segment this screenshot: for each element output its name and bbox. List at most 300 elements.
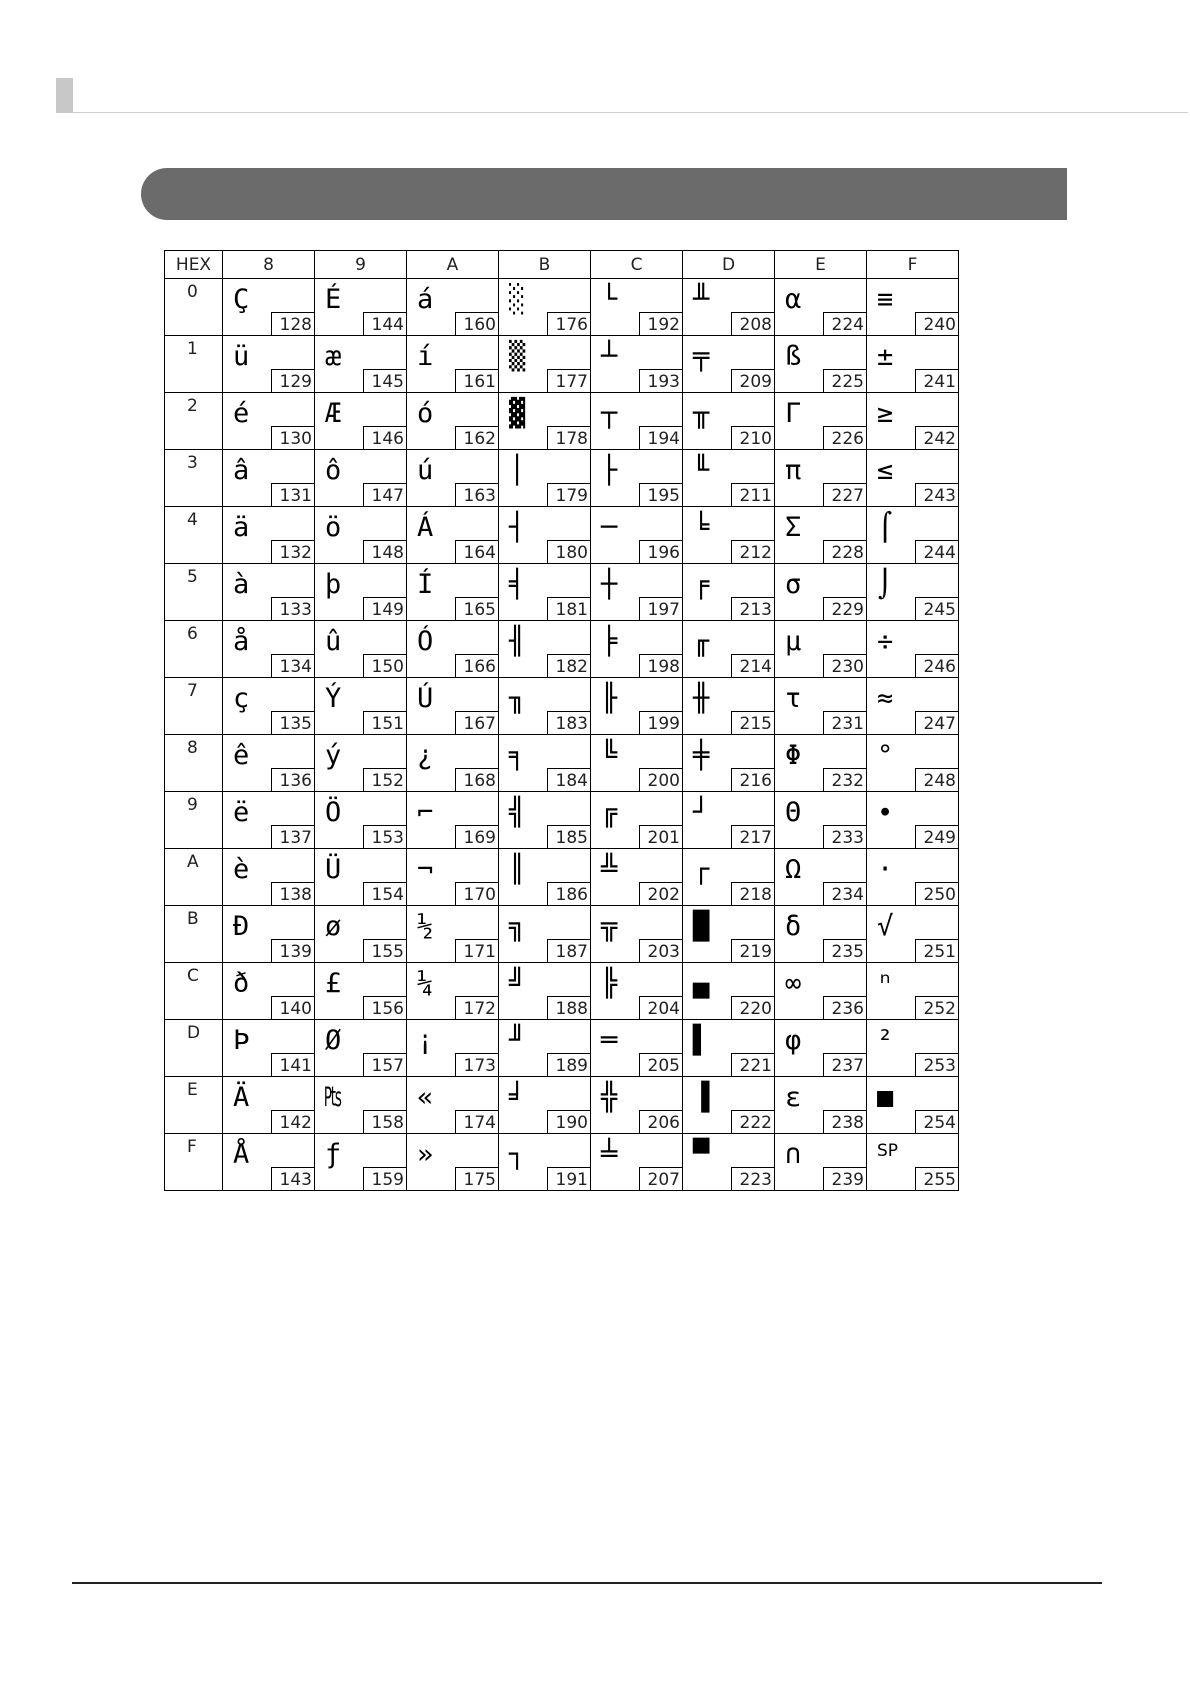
char-glyph: ¿ xyxy=(417,740,434,771)
char-code: 147 xyxy=(363,483,407,507)
char-glyph: ╫ xyxy=(693,683,710,714)
column-header: D xyxy=(683,251,775,279)
char-glyph: ¼ xyxy=(417,968,434,999)
char-code: 244 xyxy=(915,540,959,564)
char-code: 219 xyxy=(731,939,775,963)
char-code: 193 xyxy=(639,369,683,393)
row-label: 9 xyxy=(187,795,198,815)
char-cell xyxy=(315,735,407,792)
column-header: E xyxy=(775,251,867,279)
char-cell xyxy=(867,507,959,564)
char-glyph: ½ xyxy=(417,911,434,942)
char-code: 159 xyxy=(363,1167,407,1191)
char-glyph: ∩ xyxy=(785,1139,802,1170)
char-glyph: ┌ xyxy=(693,854,710,885)
char-cell xyxy=(315,564,407,621)
char-glyph: ² xyxy=(877,1025,894,1056)
char-cell xyxy=(315,1134,407,1191)
char-cell xyxy=(223,621,315,678)
char-cell xyxy=(223,849,315,906)
top-rule xyxy=(73,112,1188,113)
char-code: 141 xyxy=(271,1053,315,1077)
char-cell xyxy=(591,507,683,564)
char-glyph: ╡ xyxy=(509,569,526,600)
char-code: 202 xyxy=(639,882,683,906)
char-cell xyxy=(683,336,775,393)
char-code: 169 xyxy=(455,825,499,849)
char-code: 241 xyxy=(915,369,959,393)
char-cell xyxy=(407,906,499,963)
char-code: 128 xyxy=(271,312,315,336)
char-code: 130 xyxy=(271,426,315,450)
char-glyph: Σ xyxy=(785,512,802,543)
char-cell xyxy=(499,564,591,621)
char-code: 205 xyxy=(639,1053,683,1077)
char-cell xyxy=(407,1020,499,1077)
char-cell xyxy=(407,507,499,564)
char-code: 240 xyxy=(915,312,959,336)
char-cell xyxy=(775,678,867,735)
char-cell xyxy=(223,1134,315,1191)
char-code: 201 xyxy=(639,825,683,849)
char-cell xyxy=(683,963,775,1020)
char-code: 216 xyxy=(731,768,775,792)
char-cell xyxy=(867,963,959,1020)
char-glyph: ▐ xyxy=(693,1082,710,1113)
char-glyph: £ xyxy=(325,968,342,999)
table-row xyxy=(165,336,959,393)
char-cell xyxy=(867,279,959,336)
char-code: 143 xyxy=(271,1167,315,1191)
char-glyph: ç xyxy=(233,683,250,714)
char-cell xyxy=(867,906,959,963)
char-code: 152 xyxy=(363,768,407,792)
char-code: 213 xyxy=(731,597,775,621)
char-code: 184 xyxy=(547,768,591,792)
char-code: 188 xyxy=(547,996,591,1020)
char-glyph: ð xyxy=(233,968,250,999)
row-label-cell xyxy=(165,849,223,906)
char-glyph: · xyxy=(877,854,894,885)
char-cell xyxy=(683,906,775,963)
row-label: 5 xyxy=(187,567,198,587)
char-glyph: ┴ xyxy=(601,341,618,372)
char-code: 177 xyxy=(547,369,591,393)
char-glyph: ö xyxy=(325,512,342,543)
char-cell xyxy=(407,393,499,450)
row-label-cell xyxy=(165,1077,223,1134)
char-code: 157 xyxy=(363,1053,407,1077)
char-cell xyxy=(407,963,499,1020)
table-row xyxy=(165,450,959,507)
character-code-table xyxy=(164,250,959,1191)
char-glyph: ■ xyxy=(877,1082,894,1113)
char-code: 210 xyxy=(731,426,775,450)
char-code: 223 xyxy=(731,1167,775,1191)
char-code: 179 xyxy=(547,483,591,507)
char-cell xyxy=(499,792,591,849)
column-header: C xyxy=(591,251,683,279)
char-cell xyxy=(407,621,499,678)
char-glyph: Ç xyxy=(233,284,250,315)
char-glyph: █ xyxy=(693,911,710,942)
char-code: 148 xyxy=(363,540,407,564)
char-glyph: ó xyxy=(417,398,434,429)
char-code: 167 xyxy=(455,711,499,735)
char-code: 245 xyxy=(915,597,959,621)
char-glyph: Ω xyxy=(785,854,802,885)
char-glyph: ┤ xyxy=(509,512,526,543)
char-code: 185 xyxy=(547,825,591,849)
char-glyph: Θ xyxy=(785,797,802,828)
char-glyph: ═ xyxy=(601,1025,618,1056)
table-row xyxy=(165,906,959,963)
char-code: 161 xyxy=(455,369,499,393)
char-glyph: ý xyxy=(325,740,342,771)
char-cell xyxy=(775,450,867,507)
char-code: 160 xyxy=(455,312,499,336)
row-label: 4 xyxy=(187,510,198,530)
char-cell xyxy=(775,735,867,792)
char-cell xyxy=(499,906,591,963)
table-row xyxy=(165,735,959,792)
char-cell xyxy=(591,1077,683,1134)
char-glyph: Ü xyxy=(325,854,342,885)
char-code: 142 xyxy=(271,1110,315,1134)
char-cell xyxy=(315,678,407,735)
char-glyph: ▒ xyxy=(509,341,526,372)
char-cell xyxy=(315,792,407,849)
char-glyph: Ú xyxy=(417,683,434,714)
char-code: 248 xyxy=(915,768,959,792)
char-glyph: ƒ xyxy=(325,1139,342,1170)
char-cell xyxy=(315,507,407,564)
char-glyph: ├ xyxy=(601,455,618,486)
char-cell xyxy=(867,621,959,678)
row-label-cell xyxy=(165,450,223,507)
char-code: 170 xyxy=(455,882,499,906)
char-code: 253 xyxy=(915,1053,959,1077)
char-code: 203 xyxy=(639,939,683,963)
row-label-cell xyxy=(165,678,223,735)
char-cell xyxy=(591,906,683,963)
char-glyph: ╥ xyxy=(693,398,710,429)
char-cell xyxy=(683,507,775,564)
char-glyph: φ xyxy=(785,1025,802,1056)
row-label: 2 xyxy=(187,396,198,416)
char-cell xyxy=(867,1134,959,1191)
top-marker xyxy=(56,78,73,113)
hex-corner-label: HEX xyxy=(165,251,223,279)
char-glyph: ╗ xyxy=(509,911,526,942)
char-glyph: Æ xyxy=(325,398,342,429)
char-code: 168 xyxy=(455,768,499,792)
char-glyph: ⌠ xyxy=(877,512,894,543)
table-row xyxy=(165,849,959,906)
char-cell xyxy=(223,735,315,792)
char-cell xyxy=(591,849,683,906)
char-cell xyxy=(315,450,407,507)
char-cell xyxy=(591,1020,683,1077)
char-code: 215 xyxy=(731,711,775,735)
char-glyph: ╟ xyxy=(601,683,618,714)
char-glyph: Þ xyxy=(233,1025,250,1056)
char-code: 206 xyxy=(639,1110,683,1134)
char-glyph: ä xyxy=(233,512,250,543)
row-label: F xyxy=(187,1137,197,1157)
char-glyph: ⁿ xyxy=(877,968,894,999)
char-cell xyxy=(775,279,867,336)
char-code: 166 xyxy=(455,654,499,678)
char-code: 255 xyxy=(915,1167,959,1191)
char-cell xyxy=(867,792,959,849)
char-cell xyxy=(683,678,775,735)
header-row xyxy=(165,251,959,279)
row-label-cell xyxy=(165,735,223,792)
row-label: 1 xyxy=(187,339,198,359)
char-code: 132 xyxy=(271,540,315,564)
char-cell xyxy=(315,1020,407,1077)
char-code: 182 xyxy=(547,654,591,678)
char-code: 163 xyxy=(455,483,499,507)
row-label: A xyxy=(187,852,199,872)
char-cell xyxy=(867,1077,959,1134)
char-code: 195 xyxy=(639,483,683,507)
char-code: 191 xyxy=(547,1167,591,1191)
char-code: 199 xyxy=(639,711,683,735)
char-code: 172 xyxy=(455,996,499,1020)
column-header: F xyxy=(867,251,959,279)
char-code: 237 xyxy=(823,1053,867,1077)
char-cell xyxy=(407,1134,499,1191)
row-label: B xyxy=(187,909,199,929)
column-header: 8 xyxy=(223,251,315,279)
char-glyph: ┼ xyxy=(601,569,618,600)
char-code: 227 xyxy=(823,483,867,507)
char-cell xyxy=(407,1077,499,1134)
char-cell xyxy=(775,564,867,621)
char-code: 209 xyxy=(731,369,775,393)
char-cell xyxy=(223,279,315,336)
char-cell xyxy=(315,279,407,336)
char-code: 190 xyxy=(547,1110,591,1134)
char-code: 192 xyxy=(639,312,683,336)
char-glyph: ╪ xyxy=(693,740,710,771)
char-cell xyxy=(223,792,315,849)
char-cell xyxy=(223,1077,315,1134)
row-label-cell xyxy=(165,963,223,1020)
char-code: 234 xyxy=(823,882,867,906)
char-glyph: ± xyxy=(877,341,894,372)
char-cell xyxy=(867,336,959,393)
char-glyph: δ xyxy=(785,911,802,942)
char-code: 139 xyxy=(271,939,315,963)
char-cell xyxy=(775,1134,867,1191)
char-code: 189 xyxy=(547,1053,591,1077)
char-cell xyxy=(591,735,683,792)
char-cell xyxy=(591,336,683,393)
char-glyph: ░ xyxy=(509,284,526,315)
char-cell xyxy=(499,1077,591,1134)
char-glyph: Ó xyxy=(417,626,434,657)
char-glyph: ╩ xyxy=(601,854,618,885)
char-cell xyxy=(315,906,407,963)
char-glyph: π xyxy=(785,455,802,486)
table-row xyxy=(165,678,959,735)
char-glyph: ╙ xyxy=(693,455,710,486)
table-row xyxy=(165,1077,959,1134)
char-glyph: ╖ xyxy=(509,683,526,714)
char-code: 153 xyxy=(363,825,407,849)
char-code: 231 xyxy=(823,711,867,735)
bottom-rule xyxy=(72,1582,1102,1584)
char-cell xyxy=(775,849,867,906)
char-cell xyxy=(591,564,683,621)
char-cell xyxy=(683,1020,775,1077)
row-label: 3 xyxy=(187,453,198,473)
char-cell xyxy=(591,393,683,450)
char-code: 211 xyxy=(731,483,775,507)
char-glyph: ≈ xyxy=(877,683,894,714)
char-code: 207 xyxy=(639,1167,683,1191)
char-cell xyxy=(499,393,591,450)
char-cell xyxy=(775,393,867,450)
char-glyph: │ xyxy=(509,455,526,486)
char-glyph: æ xyxy=(325,341,342,372)
char-code: 220 xyxy=(731,996,775,1020)
char-cell xyxy=(499,963,591,1020)
table-row xyxy=(165,621,959,678)
char-glyph: ╚ xyxy=(601,740,618,771)
char-cell xyxy=(683,1077,775,1134)
char-cell xyxy=(223,678,315,735)
row-label-cell xyxy=(165,1134,223,1191)
char-code: 242 xyxy=(915,426,959,450)
char-glyph: α xyxy=(785,284,802,315)
char-glyph: ╤ xyxy=(693,341,710,372)
row-label: 8 xyxy=(187,738,198,758)
char-cell xyxy=(683,1134,775,1191)
char-code: 131 xyxy=(271,483,315,507)
char-code: 217 xyxy=(731,825,775,849)
char-cell xyxy=(223,963,315,1020)
row-label-cell xyxy=(165,792,223,849)
char-code: 200 xyxy=(639,768,683,792)
char-code: 232 xyxy=(823,768,867,792)
char-glyph: ╔ xyxy=(601,797,618,828)
char-cell xyxy=(315,963,407,1020)
char-glyph: É xyxy=(325,284,342,315)
char-glyph: ≥ xyxy=(877,398,894,429)
section-header-bar xyxy=(141,168,1067,220)
char-cell xyxy=(499,1020,591,1077)
char-cell xyxy=(499,336,591,393)
char-cell xyxy=(867,393,959,450)
char-code: 235 xyxy=(823,939,867,963)
char-code: 140 xyxy=(271,996,315,1020)
char-cell xyxy=(315,393,407,450)
table-row xyxy=(165,963,959,1020)
char-code: 135 xyxy=(271,711,315,735)
char-cell xyxy=(315,1077,407,1134)
column-header: B xyxy=(499,251,591,279)
char-glyph: ▀ xyxy=(693,1139,710,1170)
char-code: 145 xyxy=(363,369,407,393)
char-cell xyxy=(499,735,591,792)
char-glyph: ▓ xyxy=(509,398,526,429)
char-glyph: σ xyxy=(785,569,802,600)
char-cell xyxy=(223,507,315,564)
char-glyph: â xyxy=(233,455,250,486)
char-code: 187 xyxy=(547,939,591,963)
char-glyph: Φ xyxy=(785,740,802,771)
char-glyph: ê xyxy=(233,740,250,771)
char-glyph: è xyxy=(233,854,250,885)
char-glyph: ┐ xyxy=(509,1139,526,1170)
char-glyph: ─ xyxy=(601,512,618,543)
char-code: 165 xyxy=(455,597,499,621)
char-glyph: ⌡ xyxy=(877,569,894,600)
char-cell xyxy=(591,678,683,735)
char-cell xyxy=(407,336,499,393)
char-glyph: Ý xyxy=(325,683,342,714)
char-code: 155 xyxy=(363,939,407,963)
char-code: 176 xyxy=(547,312,591,336)
row-label-cell xyxy=(165,393,223,450)
char-cell xyxy=(867,564,959,621)
char-cell xyxy=(223,1020,315,1077)
char-cell xyxy=(775,621,867,678)
char-code: 150 xyxy=(363,654,407,678)
char-glyph: ⌐ xyxy=(417,797,434,828)
char-code: 175 xyxy=(455,1167,499,1191)
char-code: 149 xyxy=(363,597,407,621)
char-cell xyxy=(499,279,591,336)
char-glyph: » xyxy=(417,1139,434,1170)
char-glyph: Ø xyxy=(325,1025,342,1056)
char-glyph: Ð xyxy=(233,911,250,942)
table-row xyxy=(165,564,959,621)
char-code: 252 xyxy=(915,996,959,1020)
char-cell xyxy=(499,1134,591,1191)
char-code: 197 xyxy=(639,597,683,621)
char-code: 158 xyxy=(363,1110,407,1134)
char-code: 162 xyxy=(455,426,499,450)
char-glyph: á xyxy=(417,284,434,315)
char-glyph: ∞ xyxy=(785,968,802,999)
char-cell xyxy=(407,735,499,792)
row-label-cell xyxy=(165,621,223,678)
char-code: 246 xyxy=(915,654,959,678)
char-code: 239 xyxy=(823,1167,867,1191)
char-cell xyxy=(407,678,499,735)
char-cell xyxy=(407,279,499,336)
char-code: 238 xyxy=(823,1110,867,1134)
char-code: 194 xyxy=(639,426,683,450)
char-glyph: ú xyxy=(417,455,434,486)
char-cell xyxy=(499,450,591,507)
char-glyph: å xyxy=(233,626,250,657)
char-code: 226 xyxy=(823,426,867,450)
char-cell xyxy=(775,963,867,1020)
char-glyph: ≤ xyxy=(877,455,894,486)
row-label: 7 xyxy=(187,681,198,701)
char-code: 212 xyxy=(731,540,775,564)
char-glyph: ▄ xyxy=(693,968,710,999)
char-glyph: ü xyxy=(233,341,250,372)
row-label-cell xyxy=(165,507,223,564)
char-code: 233 xyxy=(823,825,867,849)
